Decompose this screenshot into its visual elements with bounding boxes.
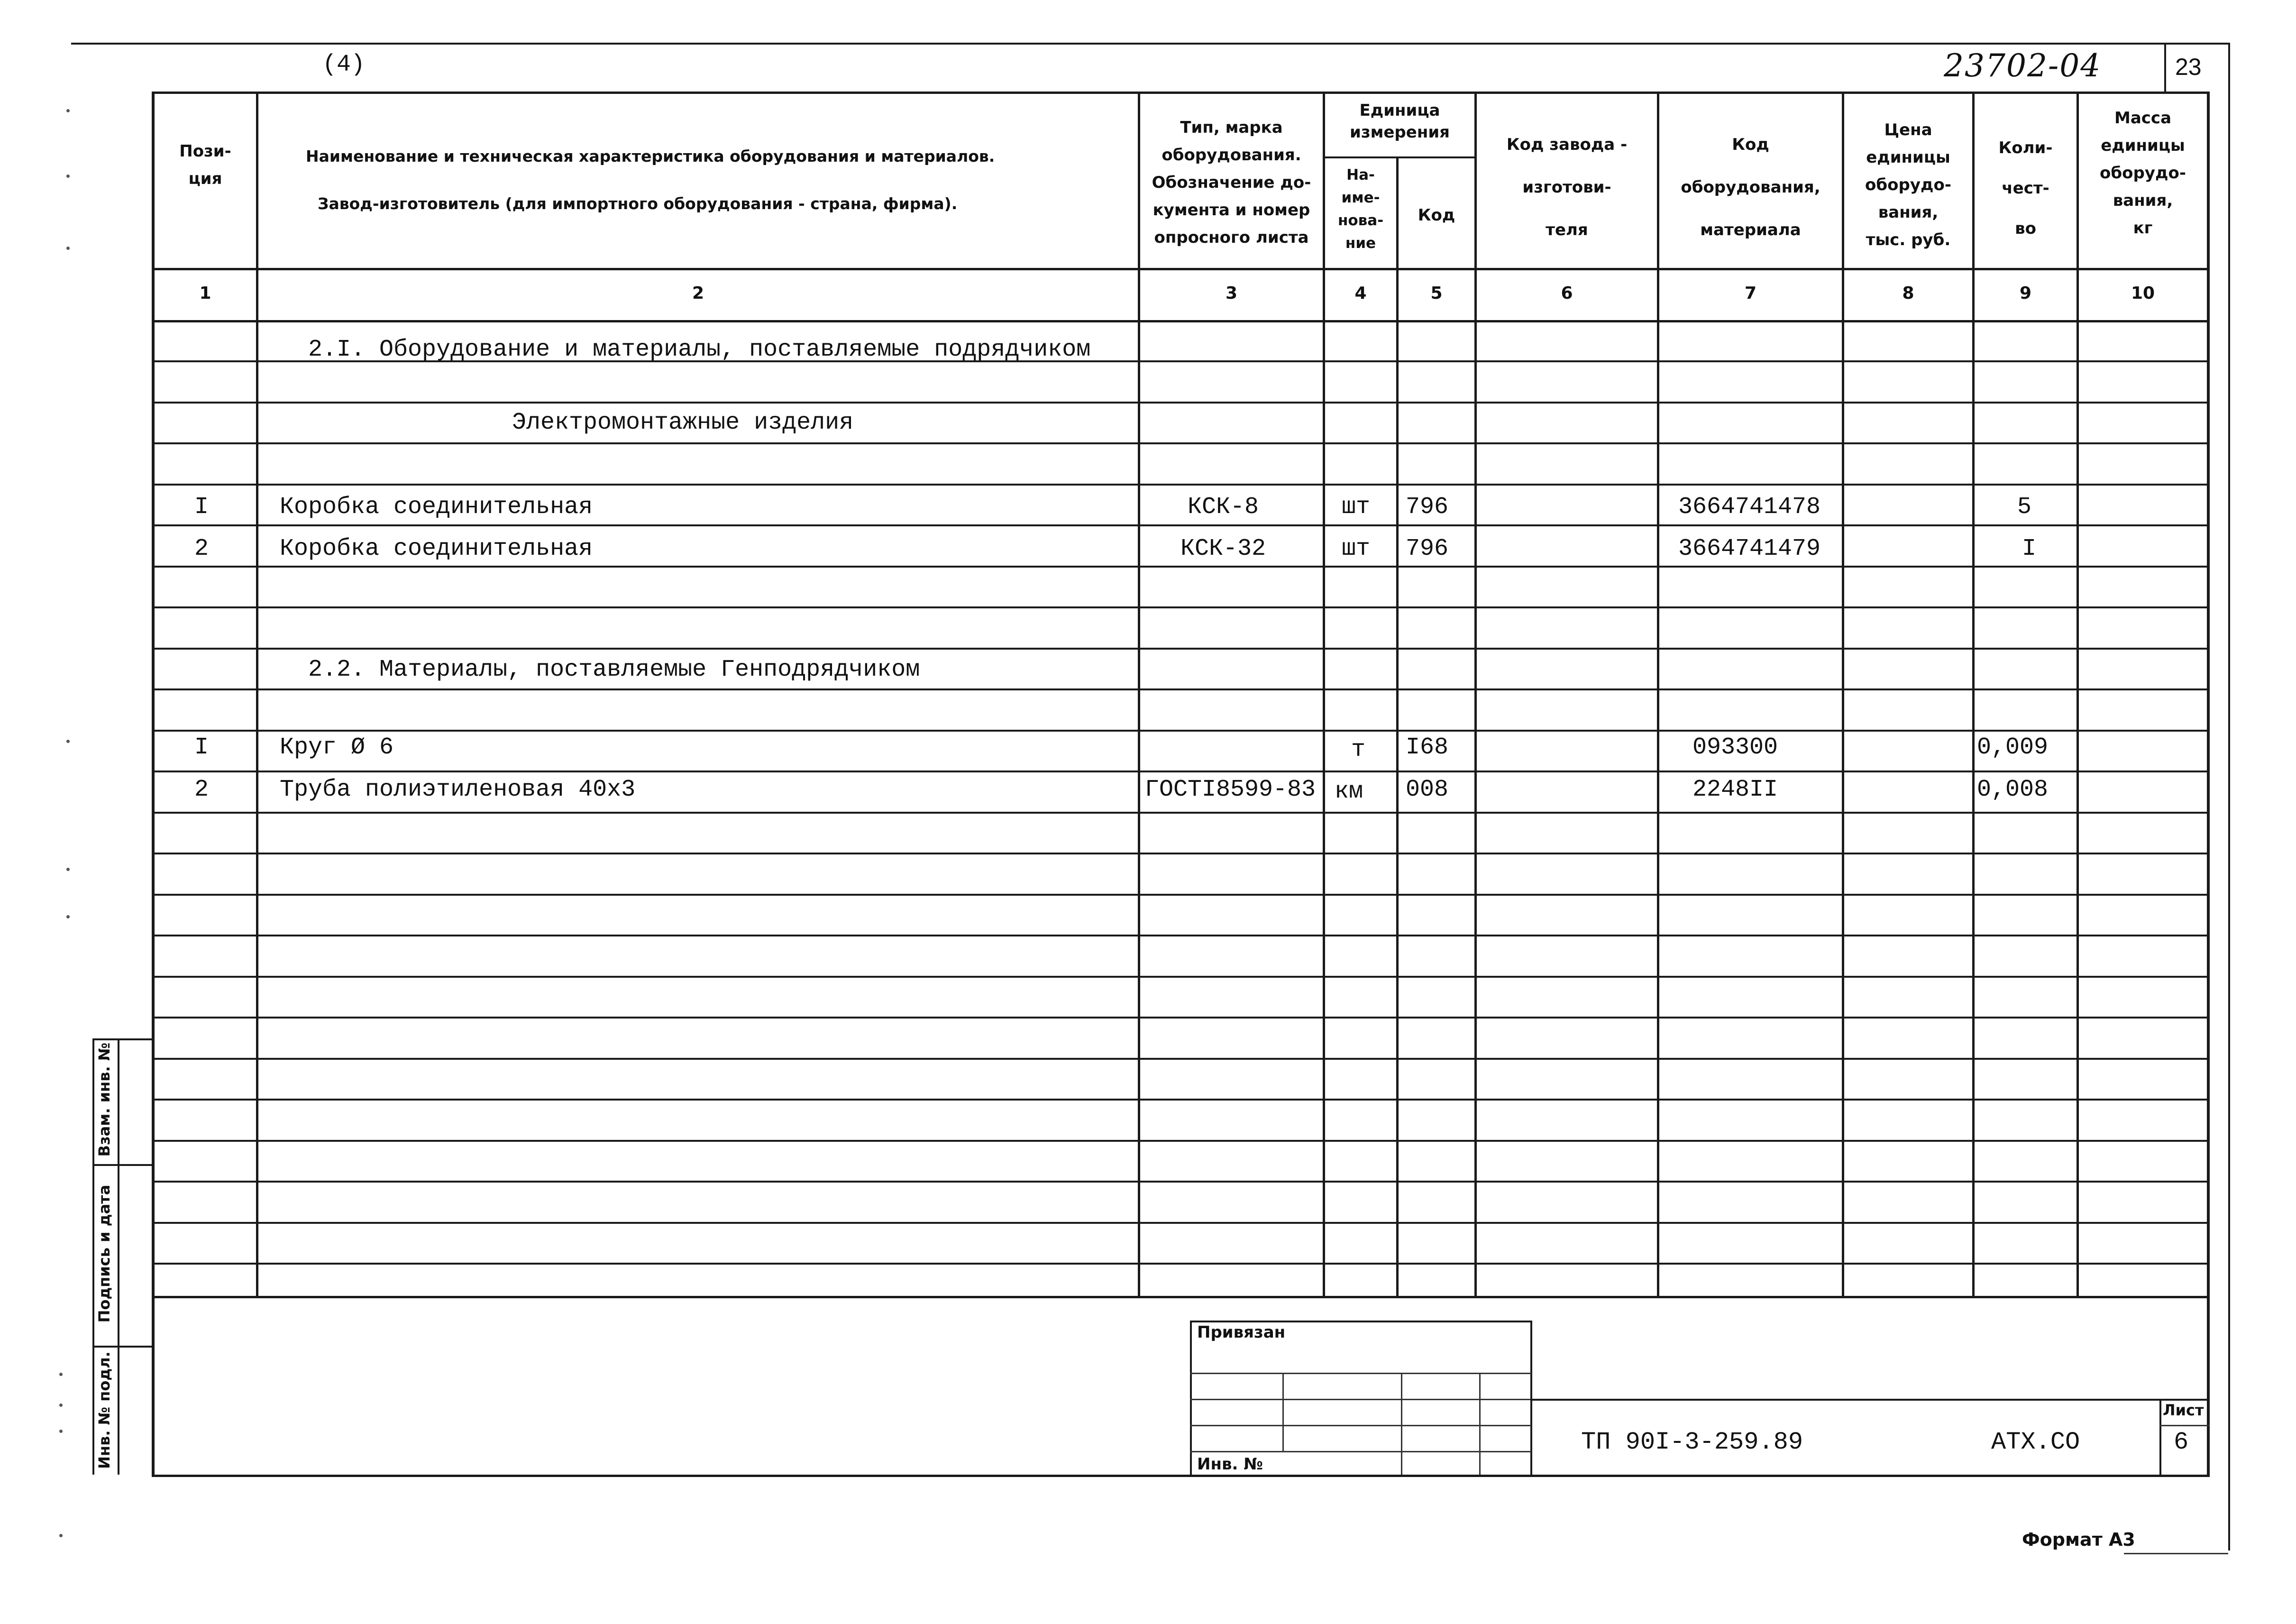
col-line-6: [1657, 92, 1659, 1296]
format-label: Формат А3: [2022, 1529, 2135, 1550]
col-line-2: [1138, 92, 1140, 1296]
row-unit: т: [1351, 736, 1366, 763]
row-divider: [152, 606, 2209, 608]
row-unit: км: [1335, 778, 1363, 805]
margin-dot: [59, 1534, 63, 1537]
row-divider: [152, 688, 2209, 690]
doc-code: ТП 90I-3-259.89: [1581, 1428, 1803, 1456]
header-col7: Код оборудования, материала: [1681, 135, 1820, 239]
top-marker: (4): [322, 51, 366, 78]
handwritten-code: 23702-04: [1944, 47, 2102, 84]
margin-dot: [66, 868, 70, 871]
number-row-bottom-line: [152, 320, 2209, 322]
header-col6: Код завода - изготови- теля: [1506, 135, 1628, 239]
row-type: ГОСТI8599-83: [1145, 776, 1316, 803]
margin-dot: [59, 1404, 63, 1407]
stamp-vz-inv: Взам. инв. №: [95, 1042, 113, 1157]
margin-dot: [66, 247, 70, 250]
table-top-border: [152, 92, 2209, 94]
margin-dot: [59, 1373, 63, 1376]
col-line-7: [1842, 92, 1844, 1296]
section-subheading-1: Электромонтажные изделия: [512, 409, 854, 436]
col-number-5: 5: [1430, 284, 1443, 303]
row-equip-code: 2248II: [1692, 776, 1778, 803]
stamp-inv-podl: Инв. № подл.: [95, 1351, 113, 1469]
col-number-3: 3: [1225, 284, 1238, 303]
margin-dot: [59, 1430, 63, 1433]
row-type: КСК-8: [1188, 494, 1259, 521]
row-divider: [152, 812, 2209, 814]
header-col1: Пози- ция: [179, 142, 231, 188]
stamp-left-line: [92, 1038, 94, 1475]
row-divider: [152, 894, 2209, 896]
col-line-9: [2076, 92, 2079, 1296]
header-unit-group: Единица измерения: [1350, 101, 1450, 142]
row-code: 008: [1406, 776, 1449, 803]
row-divider: [152, 730, 2209, 732]
col-number-1: 1: [199, 284, 211, 303]
header-col10: Масса единицы оборудо- вания, кг: [2100, 109, 2186, 238]
page-number: 23: [2175, 54, 2202, 80]
margin-dot: [66, 915, 70, 918]
page-number-box-left: [2164, 43, 2166, 92]
col-line-3: [1323, 92, 1325, 1296]
row-qty: 5: [2017, 494, 2032, 521]
unit-group-divider: [1323, 156, 1477, 158]
header-col5: Код: [1418, 206, 1455, 225]
row-code: 796: [1406, 494, 1449, 521]
sheet-label: Лист: [2163, 1401, 2204, 1419]
row-position: 2: [194, 535, 209, 562]
stamp-mid-line: [118, 1038, 119, 1475]
row-position: I: [194, 734, 209, 761]
row-name: Труба полиэтиленовая 40х3: [280, 776, 636, 803]
col-number-2: 2: [692, 284, 704, 303]
row-divider: [152, 1140, 2209, 1142]
col-line-5: [1474, 92, 1477, 1296]
privyazan-top: [1190, 1321, 1531, 1322]
table-bottom-border: [152, 1475, 2209, 1477]
row-name: Круг Ø 6: [280, 734, 394, 761]
col-line-1: [256, 92, 258, 1296]
header-col2: Наименование и техническая характеристика оборудования и материалов. Завод-изготовитель (для импортного оборудования - страна, фирма).: [306, 147, 995, 213]
row-unit: шт: [1342, 535, 1371, 562]
row-position: I: [194, 494, 209, 521]
col-number-9: 9: [2019, 284, 2032, 303]
col-line-8: [1972, 92, 1975, 1296]
row-divider: [152, 853, 2209, 854]
sheet-box-divider: [2159, 1425, 2209, 1426]
format-underline: [2124, 1553, 2228, 1554]
row-code: I68: [1406, 734, 1449, 761]
header-col8: Цена единицы оборудо- вания, тыс. руб.: [1865, 120, 1951, 249]
header-col4: На- име- нова- ние: [1337, 166, 1384, 252]
row-name: Коробка соединительная: [280, 494, 593, 521]
row-equip-code: 093300: [1692, 734, 1778, 761]
header-col9: Коли- чест- во: [1998, 138, 2053, 238]
row-divider: [152, 442, 2209, 444]
row-qty: 0,009: [1977, 734, 2049, 761]
privyazan-col-2: [1401, 1373, 1402, 1475]
row-equip-code: 3664741478: [1678, 494, 1821, 521]
margin-dot: [66, 740, 70, 743]
col-number-7: 7: [1744, 284, 1757, 303]
row-divider: [152, 402, 2209, 404]
inv-no-label: Инв. №: [1197, 1455, 1263, 1474]
row-divider: [152, 1099, 2209, 1101]
margin-dot: [66, 109, 70, 112]
row-qty: I: [2022, 535, 2037, 562]
row-type: КСК-32: [1180, 535, 1266, 562]
privyazan-col-3: [1479, 1373, 1481, 1475]
col-number-6: 6: [1561, 284, 1573, 303]
right-frame-line: [2228, 43, 2230, 1551]
row-position: 2: [194, 776, 209, 803]
row-unit: шт: [1342, 494, 1371, 521]
row-divider: [152, 1017, 2209, 1018]
row-qty: 0,008: [1977, 776, 2049, 803]
row-equip-code: 3664741479: [1678, 535, 1821, 562]
row-code: 796: [1406, 535, 1449, 562]
privyazan-col-1: [1282, 1373, 1284, 1451]
row-divider: [152, 771, 2209, 772]
privyazan-label: Привязан: [1197, 1323, 1286, 1342]
row-divider: [152, 1058, 2209, 1060]
sheet-number: 6: [2174, 1428, 2189, 1456]
col-number-4: 4: [1354, 284, 1367, 303]
section-heading-2: 2.2. Материалы, поставляемые Генподрядчиком: [308, 656, 920, 683]
sheet-code: АТХ.СО: [1991, 1428, 2080, 1456]
row-divider: [152, 648, 2209, 650]
section-heading-1: 2.I. Оборудование и материалы, поставляемые подрядчиком: [308, 336, 1091, 363]
col-line-4: [1396, 156, 1399, 1296]
row-divider: [152, 484, 2209, 486]
body-bottom-line: [152, 1296, 2209, 1298]
top-frame-line: [71, 43, 2228, 45]
margin-dot: [66, 174, 70, 178]
table-right-border: [2207, 92, 2210, 1477]
sheet-box-left: [2159, 1399, 2161, 1475]
row-divider: [152, 566, 2209, 568]
stamp-podpis: Подпись и дата: [95, 1184, 113, 1323]
doc-code-top: [1530, 1399, 2208, 1401]
header-bottom-line: [152, 268, 2209, 270]
header-col3: Тип, марка оборудования. Обозначение до- кумента и номер опросного листа: [1152, 118, 1311, 247]
row-divider: [152, 935, 2209, 936]
row-divider: [152, 1263, 2209, 1265]
row-divider: [152, 1222, 2209, 1224]
col-number-10: 10: [2131, 284, 2155, 303]
row-divider: [152, 1181, 2209, 1183]
row-name: Коробка соединительная: [280, 535, 593, 562]
row-divider: [152, 524, 2209, 526]
row-divider: [152, 976, 2209, 978]
col-number-8: 8: [1902, 284, 1914, 303]
